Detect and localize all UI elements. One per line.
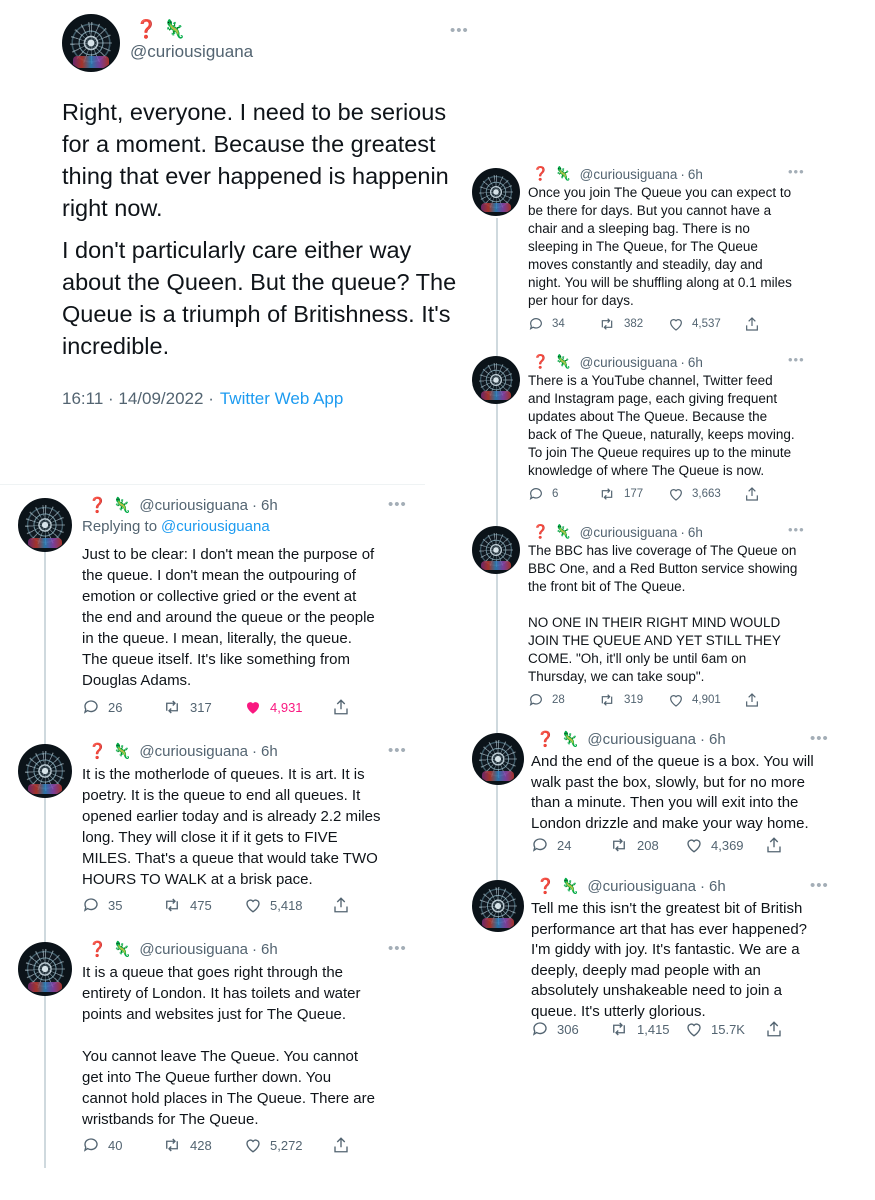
reply-button[interactable] bbox=[531, 1020, 609, 1038]
retweet-icon bbox=[609, 1020, 629, 1038]
like-button[interactable] bbox=[244, 698, 332, 716]
more-options-icon[interactable]: ••• bbox=[788, 164, 805, 179]
question-emoji: ❓ bbox=[536, 878, 555, 895]
like-button[interactable] bbox=[668, 316, 744, 332]
tweet-actions bbox=[531, 1020, 783, 1038]
lizard-emoji: 🦎 bbox=[560, 731, 580, 748]
retweet-icon bbox=[162, 896, 182, 914]
tweet-text: Tell me this isn't the greatest bit of British performance art that has ever happened? I'm giddy with joy. It's fantastic. We are a deeply, deeply mad people with an absolutely unshakeable need to join a queue. It's utterly glorious. bbox=[531, 900, 808, 1020]
replying-to-handle[interactable]: @curiousiguana bbox=[161, 518, 270, 535]
like-button[interactable] bbox=[685, 836, 765, 854]
question-emoji: ❓ bbox=[135, 19, 158, 39]
more-options-icon[interactable]: ••• bbox=[388, 742, 407, 759]
replying-to bbox=[82, 518, 270, 535]
reply-icon bbox=[528, 316, 544, 332]
avatar[interactable] bbox=[472, 526, 520, 574]
reply-count: 40 bbox=[108, 1137, 123, 1153]
retweet-icon bbox=[598, 486, 616, 502]
author-handle[interactable]: @curiousiguana bbox=[579, 524, 678, 540]
thread-line bbox=[44, 550, 46, 1168]
like-button[interactable] bbox=[668, 692, 744, 708]
divider bbox=[0, 484, 425, 485]
tweet-actions bbox=[528, 486, 760, 502]
lizard-emoji: 🦎 bbox=[560, 878, 580, 895]
like-count: 4,901 bbox=[692, 694, 721, 706]
like-count: 15.7K bbox=[711, 1021, 745, 1037]
author-handle[interactable]: @curiousiguana bbox=[579, 354, 678, 370]
like-button[interactable] bbox=[244, 1136, 332, 1154]
question-emoji: ❓ bbox=[532, 524, 549, 539]
tweet-header: ❓ 🦎 @curiousiguana · 6h bbox=[88, 742, 278, 760]
author-handle[interactable]: @curiousiguana bbox=[139, 940, 249, 958]
share-button[interactable] bbox=[332, 896, 350, 914]
like-button[interactable] bbox=[244, 896, 332, 914]
tweet-age: 6h bbox=[261, 940, 278, 958]
tweet-header: ❓ 🦎 @curiousiguana · 6h bbox=[532, 524, 703, 540]
avatar[interactable] bbox=[472, 880, 524, 932]
heart-icon bbox=[244, 1136, 262, 1154]
like-button[interactable] bbox=[685, 1020, 765, 1038]
main-tweet-paragraph-1: Right, everyone. I need to be serious for a moment. Because the greatest thing that ever happened is happenin right now. bbox=[62, 99, 449, 221]
reply-count: 35 bbox=[108, 897, 123, 913]
question-emoji: ❓ bbox=[532, 354, 549, 369]
like-count: 4,369 bbox=[711, 837, 744, 853]
tweet-header: ❓ 🦎 @curiousiguana · 6h bbox=[532, 354, 703, 370]
reply-count: 28 bbox=[552, 694, 565, 706]
tweet-text: And the end of the queue is a box. You will walk past the box, slowly, but for no more than a minute. Then you will exit into the London drizzle and make your way home. bbox=[531, 753, 814, 832]
reply-button[interactable] bbox=[528, 486, 598, 502]
reply-count: 24 bbox=[557, 837, 572, 853]
reply-button[interactable] bbox=[82, 698, 162, 716]
retweet-icon bbox=[162, 1136, 182, 1154]
retweet-count: 319 bbox=[624, 694, 644, 706]
heart-icon bbox=[244, 896, 262, 914]
reply-count: 34 bbox=[552, 318, 565, 330]
retweet-button[interactable] bbox=[598, 316, 668, 332]
heart-icon bbox=[668, 486, 684, 502]
tweet-header: ❓ 🦎 @curiousiguana · 6h bbox=[536, 730, 726, 748]
retweet-button[interactable] bbox=[162, 1136, 244, 1154]
retweet-button[interactable] bbox=[598, 692, 668, 708]
more-options-icon[interactable]: ••• bbox=[450, 22, 469, 39]
retweet-icon bbox=[162, 698, 182, 716]
tweet-actions bbox=[82, 1136, 350, 1154]
tweet-age: 6h bbox=[261, 742, 278, 760]
share-button[interactable] bbox=[332, 1136, 350, 1154]
more-options-icon[interactable]: ••• bbox=[810, 877, 829, 894]
share-button[interactable] bbox=[765, 836, 783, 854]
retweet-count: 317 bbox=[190, 699, 212, 715]
heart-icon bbox=[668, 316, 684, 332]
retweet-button[interactable] bbox=[609, 836, 685, 854]
reply-icon bbox=[528, 692, 544, 708]
share-button[interactable] bbox=[744, 486, 760, 502]
share-icon bbox=[332, 698, 350, 716]
lizard-emoji: 🦎 bbox=[112, 941, 132, 958]
heart-filled-icon bbox=[244, 698, 262, 716]
avatar[interactable] bbox=[472, 733, 524, 785]
lizard-emoji: 🦎 bbox=[112, 743, 132, 760]
avatar[interactable] bbox=[18, 498, 72, 552]
reply-icon bbox=[82, 698, 100, 716]
author-handle[interactable] bbox=[130, 42, 253, 62]
tweet-actions bbox=[82, 698, 350, 716]
heart-icon bbox=[685, 836, 703, 854]
retweet-count: 1,415 bbox=[637, 1021, 670, 1037]
author-handle[interactable]: @curiousiguana bbox=[587, 730, 697, 748]
more-options-icon[interactable]: ••• bbox=[388, 940, 407, 957]
lizard-emoji: 🦎 bbox=[554, 166, 572, 181]
share-icon bbox=[744, 692, 760, 708]
tweet-age: 6h bbox=[261, 496, 278, 514]
author-handle[interactable]: @curiousiguana bbox=[139, 742, 249, 760]
like-count: 5,272 bbox=[270, 1137, 303, 1153]
main-tweet-timestamp: 16:11 · 14/09/2022 · bbox=[62, 389, 214, 408]
retweet-icon bbox=[598, 316, 616, 332]
retweet-button[interactable] bbox=[162, 698, 244, 716]
tweet-age: 6h bbox=[687, 166, 703, 182]
replying-to-label: Replying to bbox=[82, 518, 158, 535]
share-icon bbox=[332, 896, 350, 914]
retweet-button[interactable] bbox=[609, 1020, 685, 1038]
reply-count: 6 bbox=[552, 488, 559, 500]
reply-count: 306 bbox=[557, 1021, 579, 1037]
reply-button[interactable] bbox=[82, 896, 162, 914]
share-icon bbox=[765, 836, 783, 854]
tweet-text: Just to be clear: I don't mean the purpose of the queue. I don't mean the outpouring of emotion or collective gried or the event at the end and around the queue or the people in the queue. I mean, literally, the queue. The queue itself. It's like something from Douglas Adams. bbox=[82, 546, 375, 689]
tweet-age: 6h bbox=[709, 730, 726, 748]
tweet-text: It is the motherlode of queues. It is art. It is poetry. It is the queue to end all queues. It opened earlier today and is already 2.2 miles long. They will close it if it gets to FIVE MILES. That's a queue that would take TWO HOURS TO WALK at a brisk pace. bbox=[82, 766, 381, 888]
main-tweet-paragraph-2: I don't particularly care either way about the Queen. But the queue? The Queue is a triumph of Britishness. It's incredible. bbox=[62, 237, 457, 359]
tweet-header: ❓ 🦎 @curiousiguana · 6h bbox=[88, 496, 278, 514]
question-emoji: ❓ bbox=[88, 941, 107, 958]
heart-icon bbox=[668, 692, 684, 708]
more-options-icon[interactable]: ••• bbox=[788, 522, 805, 537]
reply-count: 26 bbox=[108, 699, 123, 715]
tweet-actions bbox=[531, 836, 783, 854]
more-options-icon[interactable]: ••• bbox=[788, 352, 805, 367]
question-emoji: ❓ bbox=[532, 166, 549, 181]
avatar[interactable] bbox=[472, 168, 520, 216]
retweet-icon bbox=[598, 692, 616, 708]
reply-button[interactable] bbox=[528, 692, 598, 708]
question-emoji: ❓ bbox=[536, 731, 555, 748]
lizard-emoji: 🦎 bbox=[554, 524, 572, 539]
like-button[interactable] bbox=[668, 486, 744, 502]
avatar[interactable] bbox=[18, 744, 72, 798]
tweet-actions bbox=[82, 896, 350, 914]
share-icon bbox=[744, 316, 760, 332]
reply-button[interactable] bbox=[528, 316, 598, 332]
reply-icon bbox=[82, 1136, 100, 1154]
author-handle[interactable]: @curiousiguana bbox=[579, 166, 678, 182]
tweet-header: ❓ 🦎 @curiousiguana · 6h bbox=[88, 940, 278, 958]
tweet-header: ❓ 🦎 @curiousiguana · 6h bbox=[532, 166, 703, 182]
share-button[interactable] bbox=[744, 692, 760, 708]
share-button[interactable] bbox=[332, 698, 350, 716]
reply-icon bbox=[531, 1020, 549, 1038]
retweet-count: 382 bbox=[624, 318, 644, 330]
avatar[interactable] bbox=[62, 14, 120, 72]
retweet-button[interactable] bbox=[598, 486, 668, 502]
reply-icon bbox=[82, 896, 100, 914]
share-button[interactable] bbox=[744, 316, 760, 332]
handle-text: @curiousiguana bbox=[130, 42, 254, 61]
heart-icon bbox=[685, 1020, 703, 1038]
tweet-text: It is a queue that goes right through the entirety of London. It has toilets and water points and websites just for The Queue. You cannot leave The Queue. You cannot get into The Queue further down. You cannot hold places in The Queue. There are wristbands for The Queue. bbox=[82, 964, 375, 1128]
retweet-count: 208 bbox=[637, 837, 659, 853]
reply-button[interactable] bbox=[82, 1136, 162, 1154]
lizard-emoji: 🦎 bbox=[554, 354, 572, 369]
avatar[interactable] bbox=[472, 356, 520, 404]
tweet-source-link[interactable]: Twitter Web App bbox=[219, 389, 344, 408]
more-options-icon[interactable]: ••• bbox=[810, 730, 829, 747]
tweet-header bbox=[135, 18, 186, 40]
reply-icon bbox=[528, 486, 544, 502]
question-emoji: ❓ bbox=[88, 743, 107, 760]
like-count: 3,663 bbox=[692, 488, 721, 500]
share-icon bbox=[332, 1136, 350, 1154]
tweet-text: The BBC has live coverage of The Queue on BBC One, and a Red Button service showing the front bit of The Queue. NO ONE IN THEIR RIGHT MIND WOULD JOIN THE QUEUE AND YET STILL THEY COME. "Oh, it'll only be until 6am on Thursday, we can take soup". bbox=[528, 543, 798, 684]
tweet-actions bbox=[528, 316, 760, 332]
share-icon bbox=[765, 1020, 783, 1038]
question-emoji: ❓ bbox=[88, 497, 107, 514]
like-count: 5,418 bbox=[270, 897, 303, 913]
retweet-count: 475 bbox=[190, 897, 212, 913]
lizard-emoji: 🦎 bbox=[112, 497, 132, 514]
share-button[interactable] bbox=[765, 1020, 783, 1038]
lizard-emoji: 🦎 bbox=[163, 19, 186, 39]
avatar[interactable] bbox=[18, 942, 72, 996]
reply-button[interactable] bbox=[531, 836, 609, 854]
tweet-actions bbox=[528, 692, 760, 708]
retweet-button[interactable] bbox=[162, 896, 244, 914]
tweet-text: There is a YouTube channel, Twitter feed and Instagram page, each giving frequent updates about The Queue. Because the back of The Queue, naturally, keeps moving. To join The Queue requires up to the minute knowledge of where The Queue is now. bbox=[528, 373, 795, 478]
tweet-header: ❓ 🦎 @curiousiguana · 6h bbox=[536, 877, 726, 895]
main-tweet-meta bbox=[62, 389, 343, 409]
reply-icon bbox=[531, 836, 549, 854]
author-handle[interactable]: @curiousiguana bbox=[139, 496, 249, 514]
author-handle[interactable]: @curiousiguana bbox=[587, 877, 697, 895]
like-count: 4,931 bbox=[270, 699, 303, 715]
share-icon bbox=[744, 486, 760, 502]
retweet-icon bbox=[609, 836, 629, 854]
more-options-icon[interactable]: ••• bbox=[388, 496, 407, 513]
tweet-text: Once you join The Queue you can expect to be there for days. But you cannot have a chair and a sleeping bag. There is no sleeping in The Queue, for The Queue moves constantly and steadily, day and night. You will be shuffling along at 0.1 miles per hour for days. bbox=[528, 185, 792, 308]
retweet-count: 428 bbox=[190, 1137, 212, 1153]
tweet-age: 6h bbox=[687, 524, 703, 540]
retweet-count: 177 bbox=[624, 488, 644, 500]
tweet-age: 6h bbox=[687, 354, 703, 370]
like-count: 4,537 bbox=[692, 318, 721, 330]
tweet-age: 6h bbox=[709, 877, 726, 895]
